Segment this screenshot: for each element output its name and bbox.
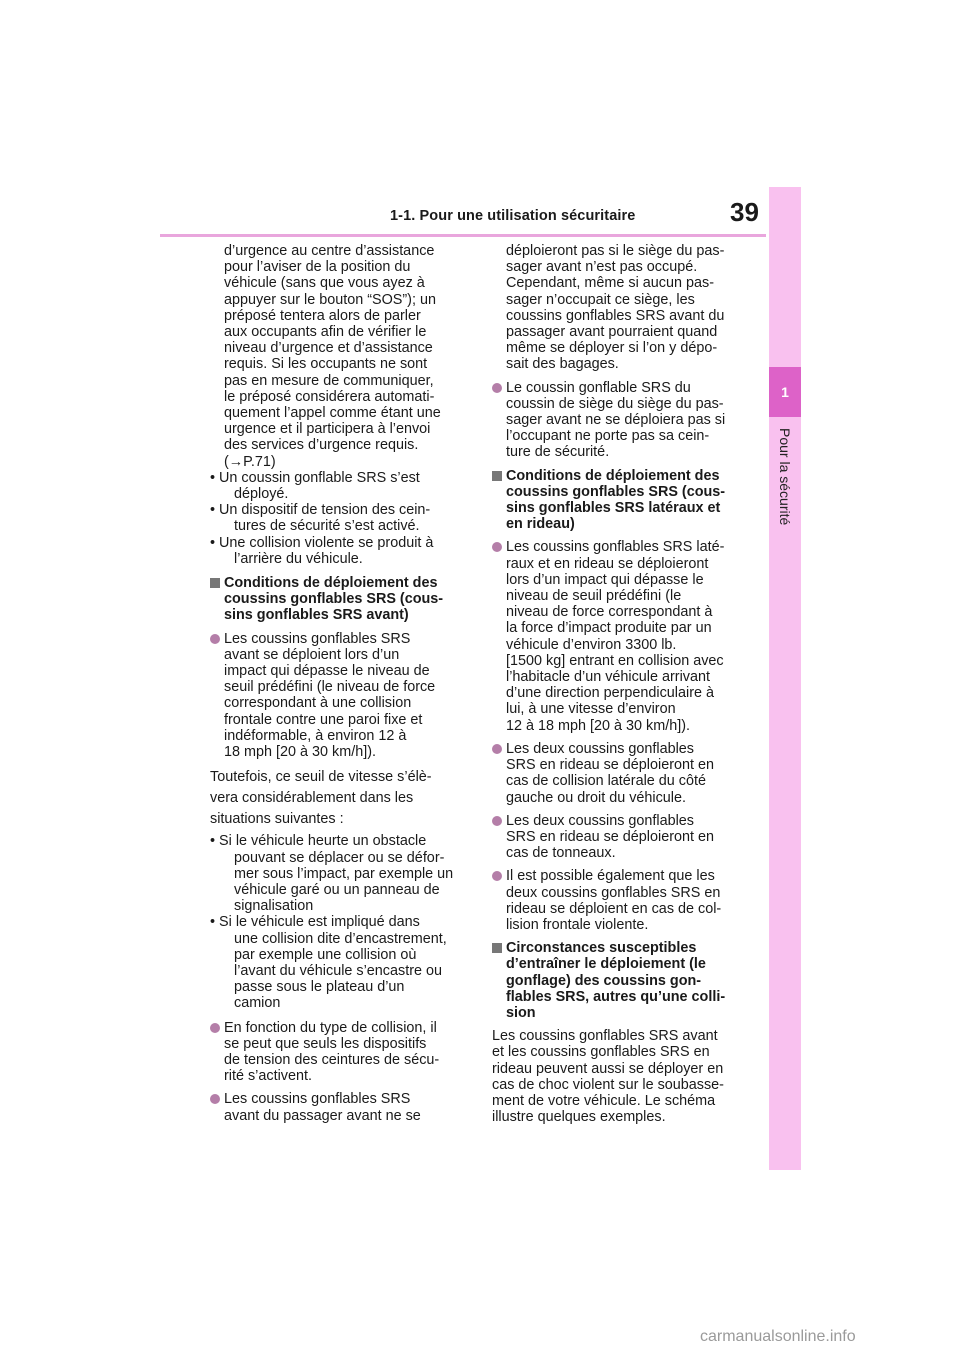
square-bullet-icon (210, 578, 220, 588)
chapter-number-badge: 1 (769, 367, 801, 417)
bullet-line: déployé. (234, 486, 289, 503)
paragraph-line: rideau peuvent aussi se déployer en (492, 1060, 724, 1077)
paragraph (210, 767, 474, 830)
item-line: indéformable, à environ 12 à (224, 727, 407, 744)
bullet-list-situations (210, 833, 474, 1011)
text-line: Cependant, même si aucun pas- (506, 275, 714, 292)
text-line: pour l’aviser de la position du (224, 259, 411, 276)
item-line: [1500 kg] entrant en collision avec (506, 652, 724, 669)
item-line: 18 mph [20 à 30 km/h]). (224, 744, 376, 761)
square-bullet-icon (492, 943, 502, 953)
bullet-line: • Si le véhicule heurte un obstacle (210, 833, 427, 850)
bullet-line: signalisation (234, 898, 314, 915)
text-line: sager n’occupait ce siège, les (506, 291, 695, 308)
list-item (210, 1020, 474, 1085)
text-line: même se déployer si l’on y dépo- (506, 340, 718, 357)
item-line: niveau de seuil prédéfini (le (506, 588, 682, 605)
item-line: ture de sécurité. (506, 444, 610, 461)
text-line: quement l’appel comme étant une (224, 405, 441, 422)
bullet-line: tures de sécurité s’est activé. (234, 518, 420, 535)
bullet-line: par exemple une collision où (234, 946, 417, 963)
section-title: 1-1. Pour une utilisation sécuritaire (390, 208, 636, 224)
list-item (492, 380, 758, 461)
item-line: la force d’impact produite par un (506, 620, 712, 637)
list-item (210, 631, 474, 761)
bullet-line: mer sous l’impact, par exemple un (234, 865, 454, 882)
heading-line: Conditions de déploiement des (492, 468, 758, 484)
item-line: lui, à une vitesse d’environ (506, 701, 676, 718)
item-line: Le coussin gonflable SRS du (492, 380, 758, 396)
bullet-line: camion (234, 995, 281, 1012)
item-line: En fonction du type de collision, il (210, 1020, 474, 1036)
bullet-line: véhicule garé ou un panneau de (234, 881, 440, 898)
text-line: le préposé considérera automati- (224, 388, 435, 405)
text-line: coussins gonflables SRS avant du (506, 307, 725, 324)
bullet-line: • Une collision violente se produit à (210, 534, 434, 551)
text-line: requis. Si les occupants ne sont (224, 356, 428, 373)
heading-line: sins gonflables SRS avant) (224, 607, 409, 624)
item-line: gauche ou droit du véhicule. (506, 789, 687, 806)
list-item (492, 539, 758, 733)
item-line: coussin de siège du siège du pas- (506, 395, 724, 412)
bullet-line: une collision dite d’encastrement, (234, 930, 447, 947)
item-line: 12 à 18 mph [20 à 30 km/h]). (506, 717, 690, 734)
heading-line: flables SRS, autres qu’une colli- (506, 988, 726, 1005)
item-line: véhicule d’environ 3300 lb. (506, 636, 677, 653)
item-line: correspondant à une collision (224, 695, 412, 712)
bullet-list-conditions (210, 470, 474, 567)
list-item (492, 868, 758, 933)
item-line: lision frontale violente. (506, 916, 649, 933)
list-item (492, 813, 758, 862)
item-line: de tension des ceintures de sécu- (224, 1051, 440, 1068)
heading-line: sins gonflables SRS latéraux et (506, 500, 721, 517)
watermark: carmanualsonline.info (700, 1328, 856, 1345)
section-heading (492, 468, 758, 533)
left-continued-text (210, 243, 474, 470)
item-line: SRS en rideau se déploieront en (506, 828, 715, 845)
item-line: cas de tonneaux. (506, 845, 616, 862)
item-line: deux coussins gonflables SRS en (506, 884, 721, 901)
text-line: sager avant n’est pas occupé. (506, 259, 698, 276)
page-reference-link[interactable]: (→P.71) (224, 453, 276, 470)
bullet-line: • Un coussin gonflable SRS s’est (210, 469, 420, 486)
list-item (492, 741, 758, 806)
heading-line: gonflage) des coussins gon- (506, 972, 702, 989)
circle-bullet-icon (210, 1023, 220, 1033)
list-item (210, 1091, 474, 1123)
heading-line: coussins gonflables SRS (cous- (506, 483, 726, 500)
circle-bullet-icon (492, 871, 502, 881)
text-line: véhicule (sans que vous ayez à (224, 275, 425, 292)
item-line: Les coussins gonflables SRS laté- (492, 539, 758, 555)
item-line: rité s’activent. (224, 1068, 312, 1085)
bullet-line: passe sous le plateau d’un (234, 979, 405, 996)
circle-bullet-icon (492, 816, 502, 826)
item-line: impact qui dépasse le niveau de (224, 663, 430, 680)
item-line: l’habitacle d’un véhicule arrivant (506, 669, 710, 686)
item-line: l’occupant ne porte pas sa cein- (506, 428, 710, 445)
item-line: cas de collision latérale du côté (506, 773, 706, 790)
circle-bullet-icon (492, 542, 502, 552)
item-line: Les coussins gonflables SRS (210, 631, 474, 647)
text-line: pas en mesure de communiquer, (224, 372, 434, 389)
right-continued-text (492, 243, 758, 373)
text-line: appuyer sur le bouton “SOS”); un (224, 291, 436, 308)
text-line: préposé tentera alors de parler (224, 307, 421, 324)
chapter-label-text: Pour la sécurité (777, 428, 793, 526)
left-column (210, 243, 474, 1131)
item-line: Les coussins gonflables SRS (210, 1091, 474, 1107)
bullet-line: • Un dispositif de tension des cein- (210, 502, 431, 519)
circle-bullet-icon (210, 634, 220, 644)
item-line: se peut que seuls les dispositifs (224, 1035, 427, 1052)
text-line: aux occupants afin de vérifier le (224, 324, 427, 341)
heading-line: Circonstances susceptibles (492, 940, 758, 956)
section-heading (210, 575, 474, 624)
item-line: rideau se déploient en cas de col- (506, 900, 722, 917)
paragraph-line: et les coussins gonflables SRS en (492, 1044, 710, 1061)
paragraph (492, 1028, 758, 1125)
item-line: niveau de force correspondant à (506, 604, 713, 621)
item-line: Il est possible également que les (492, 868, 758, 884)
text-line: urgence et il participera à l’envoi (224, 421, 431, 438)
heading-line: Conditions de déploiement des (210, 575, 474, 591)
paragraph-line: vera considérablement dans les (210, 790, 414, 807)
item-line: sager avant ne se déploiera pas si (506, 412, 726, 429)
chapter-label (771, 428, 799, 558)
bullet-line: • Si le véhicule est impliqué dans (210, 914, 420, 931)
heading-line: en rideau) (506, 516, 575, 533)
right-column (492, 243, 758, 1132)
text-line: passager avant pourraient quand (506, 324, 718, 341)
text-line: des services d’urgence requis. (224, 437, 419, 454)
paragraph-line: ment de votre véhicule. Le schéma (492, 1092, 716, 1109)
bullet-line: l’arrière du véhicule. (234, 550, 363, 567)
item-line: avant du passager avant ne se (224, 1107, 421, 1124)
item-line: SRS en rideau se déploieront en (506, 757, 715, 774)
page-number: 39 (730, 197, 759, 227)
item-line: Les deux coussins gonflables (492, 741, 758, 757)
heading-line: coussins gonflables SRS (cous- (224, 591, 444, 608)
circle-bullet-icon (210, 1094, 220, 1104)
circle-bullet-icon (492, 383, 502, 393)
header-rule (160, 234, 766, 237)
bullet-line: pouvant se déplacer ou se défor- (234, 849, 445, 866)
text-line: d’urgence au centre d’assistance (224, 243, 435, 259)
heading-line: sion (506, 1004, 536, 1021)
text-line: déploieront pas si le siège du pas- (506, 243, 725, 259)
item-line: frontale contre une paroi fixe et (224, 711, 423, 728)
item-line: raux et en rideau se déploieront (506, 555, 709, 572)
side-tab (769, 187, 801, 1170)
item-line: d’une direction perpendiculaire à (506, 685, 715, 702)
paragraph-line: Les coussins gonflables SRS avant (492, 1028, 718, 1045)
text-line: sait des bagages. (506, 356, 619, 373)
paragraph-line: illustre quelques exemples. (492, 1109, 666, 1126)
paragraph-line: situations suivantes : (210, 811, 344, 828)
item-line: seuil prédéfini (le niveau de force (224, 679, 436, 696)
item-line: avant se déploient lors d’un (224, 646, 400, 663)
bullet-line: l’avant du véhicule s’encastre ou (234, 962, 442, 979)
item-line: lors d’un impact qui dépasse le (506, 571, 704, 588)
heading-line: d’entraîner le déploiement (le (506, 956, 706, 973)
square-bullet-icon (492, 471, 502, 481)
circle-bullet-icon (492, 744, 502, 754)
item-line: Les deux coussins gonflables (492, 813, 758, 829)
paragraph-line: Toutefois, ce seuil de vitesse s’élè- (210, 769, 432, 786)
section-heading (492, 940, 758, 1021)
paragraph-line: cas de choc violent sur le soubasse- (492, 1076, 724, 1093)
text-line: niveau d’urgence et d’assistance (224, 340, 433, 357)
